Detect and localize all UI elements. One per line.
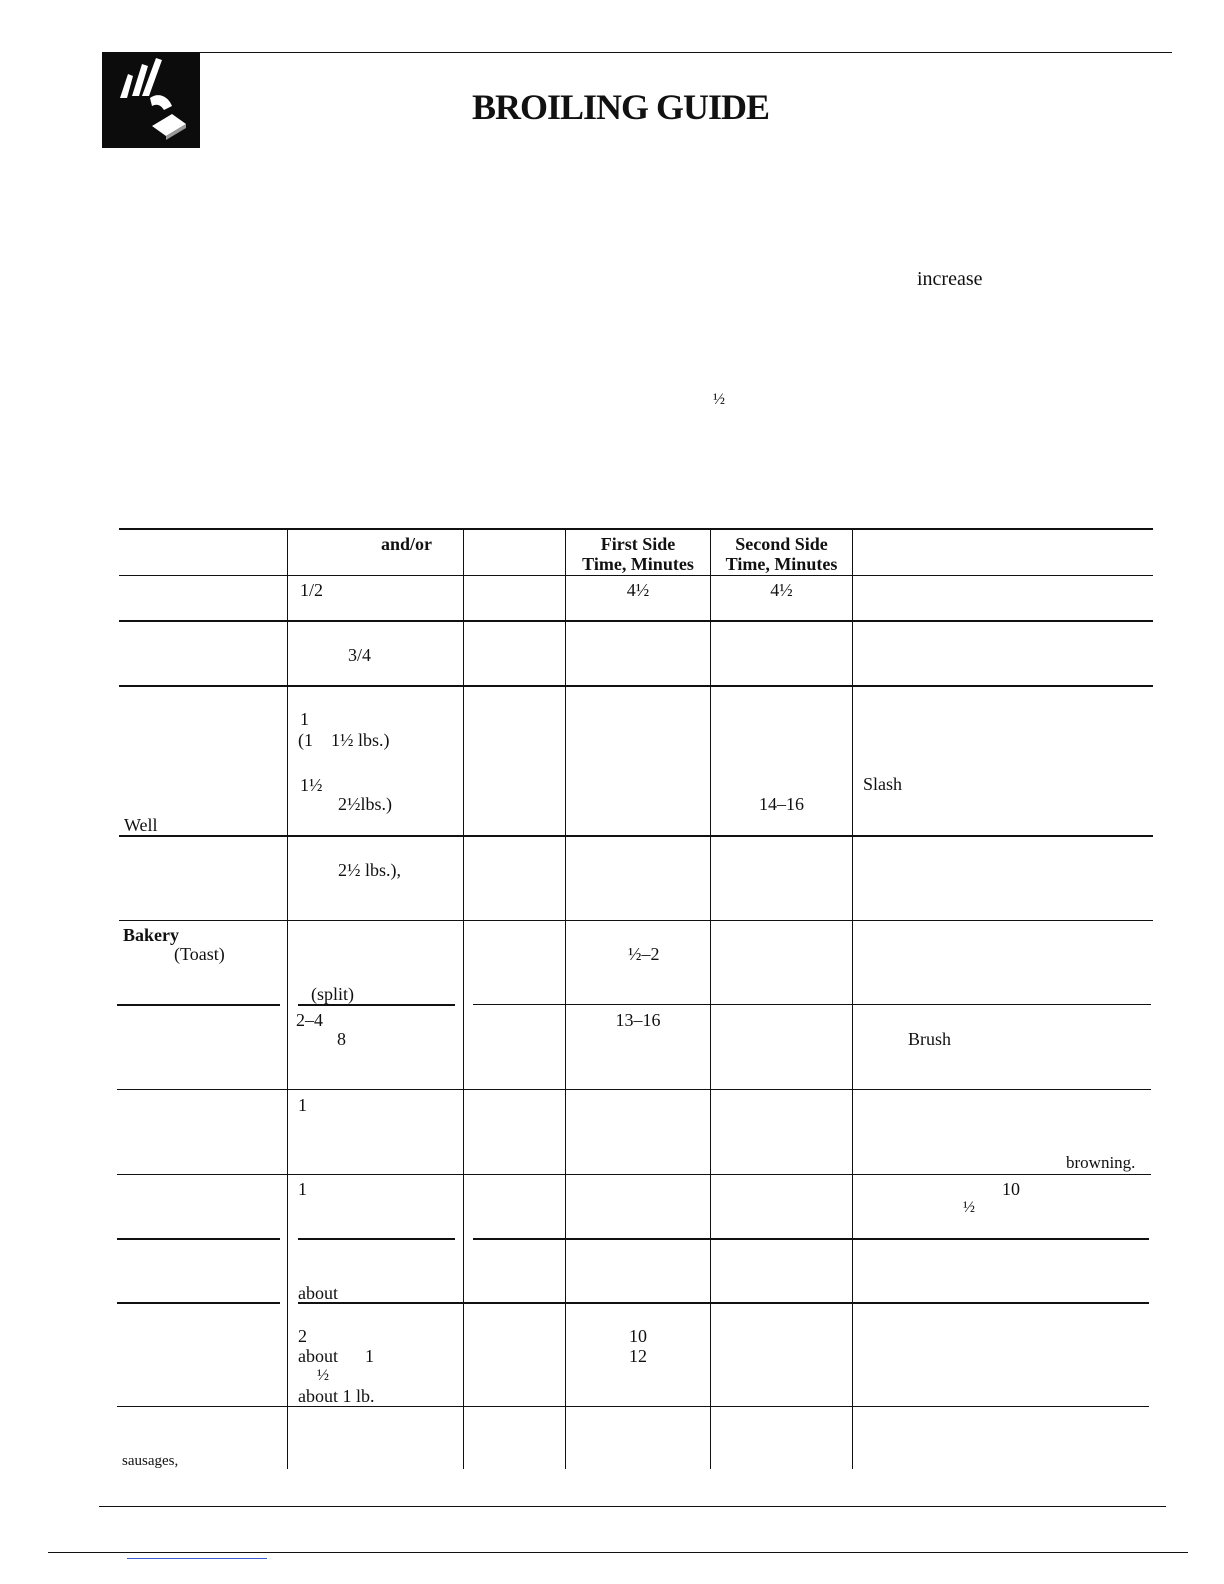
- cell-quantity: about: [298, 1283, 338, 1303]
- cell-quantity: ½: [317, 1367, 329, 1384]
- intro-fragment: increase: [917, 268, 983, 290]
- cell-first-side: 4½: [626, 580, 650, 600]
- page-title: BROILING GUIDE: [472, 87, 770, 127]
- table-row-rule: [117, 1004, 280, 1006]
- table-row-rule: [473, 1004, 1151, 1005]
- cell-second-side: 14–16: [759, 794, 804, 814]
- footer-accent-rule: [127, 1558, 267, 1559]
- table-row-rule: [119, 920, 1153, 921]
- cell-first-side: 12: [629, 1346, 647, 1366]
- header-rule: [102, 52, 1172, 53]
- cell-comments: 10: [1002, 1179, 1020, 1199]
- cell-quantity: 2: [298, 1326, 307, 1346]
- table-header-rule: [119, 575, 1153, 576]
- cell-quantity: 2½lbs.): [338, 794, 392, 814]
- cell-first-side: 10: [629, 1326, 647, 1346]
- cell-quantity: 1½: [300, 775, 323, 795]
- table-row-rule: [298, 1238, 455, 1240]
- cell-quantity: 3/4: [348, 645, 372, 665]
- table-row-rule: [119, 835, 1153, 837]
- cell-second-side: 4½: [770, 580, 793, 600]
- cell-first-side: 13–16: [615, 1010, 661, 1030]
- cell-comments: Brush: [908, 1029, 952, 1049]
- cell-quantity: 1: [300, 709, 309, 729]
- cell-quantity: 2½ lbs.),: [338, 860, 401, 880]
- table-row-rule: [117, 1302, 280, 1304]
- footer-rule: [48, 1552, 1188, 1553]
- cell-quantity: 1: [298, 1179, 307, 1199]
- cell-quantity: 2–4: [296, 1010, 323, 1030]
- cell-quantity: (split): [311, 984, 354, 1004]
- table-column-rule: [463, 529, 464, 1469]
- cell-comments: Slash: [863, 774, 903, 794]
- table-row-rule: [298, 1302, 1149, 1304]
- table-row-rule: [119, 620, 1153, 622]
- cell-food: Well: [124, 815, 158, 835]
- cell-comments: browning.: [1066, 1153, 1136, 1172]
- cell-food: (Toast): [174, 944, 225, 964]
- cell-quantity: about 1: [298, 1346, 374, 1366]
- table-column-rule: [852, 529, 853, 1469]
- cell-food: sausages,: [122, 1453, 179, 1469]
- table-row-rule: [117, 1089, 1151, 1090]
- cell-quantity: about 1 lb.: [298, 1386, 375, 1406]
- cell-comments: ½: [963, 1199, 975, 1216]
- cell-first-side: ½–2: [628, 944, 660, 964]
- footer-rule: [99, 1506, 1166, 1507]
- table-top-rule: [119, 528, 1153, 530]
- cell-quantity: 1/2: [300, 580, 324, 600]
- table-row-rule: [117, 1238, 280, 1240]
- cell-quantity: (1 1½ lbs.): [298, 730, 390, 750]
- cell-food: Bakery: [123, 925, 179, 945]
- hand-pressing-button-icon: [102, 52, 200, 148]
- table-row-rule: [119, 685, 1153, 687]
- col-header-quantity: and/or: [380, 534, 432, 554]
- table-column-rule: [710, 529, 711, 1469]
- intro-fragment: ½: [713, 391, 725, 408]
- table-row-rule: [473, 1238, 1149, 1240]
- cell-quantity: 1: [298, 1095, 307, 1115]
- table-row-rule: [117, 1406, 1149, 1407]
- col-header-second-side: Second Side Time, Minutes: [725, 534, 838, 574]
- col-header-first-side: First Side Time, Minutes: [582, 534, 694, 574]
- table-column-rule: [287, 529, 288, 1469]
- cell-quantity: 8: [337, 1029, 346, 1049]
- table-row-rule: [117, 1174, 1151, 1175]
- table-row-rule: [298, 1004, 455, 1006]
